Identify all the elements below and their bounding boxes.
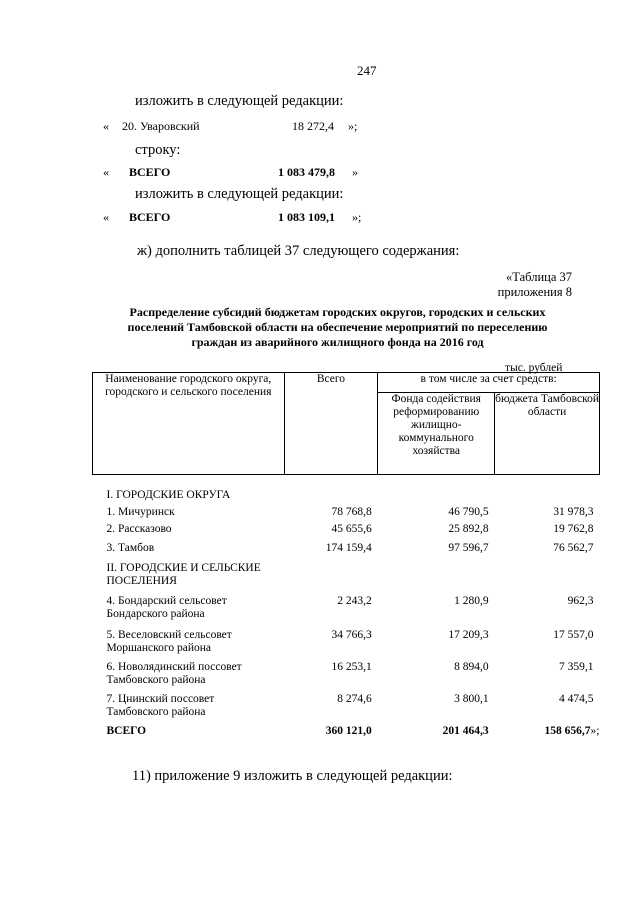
table-row bbox=[93, 655, 600, 687]
row-budget: 76 562,7 bbox=[553, 541, 594, 554]
row-fund: 25 892,8 bbox=[448, 522, 489, 535]
row-name-line-2: Тамбовского района bbox=[106, 673, 206, 686]
total-old-value: 1 083 479,8 bbox=[278, 165, 335, 179]
section-row-2 bbox=[93, 559, 600, 588]
row-name bbox=[93, 621, 285, 655]
row-name bbox=[93, 687, 285, 719]
row-total: 8 274,6 bbox=[337, 692, 372, 705]
units-label: тыс. рублей bbox=[505, 362, 563, 374]
total-budget-value: 158 656,7 bbox=[544, 724, 591, 737]
section-row-1 bbox=[93, 489, 600, 502]
header-fund: Фонда содействия реформированию жилищно-коммунального хозяйства bbox=[378, 393, 495, 475]
row-fund: 8 894,0 bbox=[454, 660, 489, 673]
total-label: ВСЕГО bbox=[106, 724, 147, 737]
section-label-line-2: ПОСЕЛЕНИЯ bbox=[106, 574, 177, 587]
close-quote: » bbox=[352, 165, 358, 179]
row-name-line-1: 7. Цнинский поссовет bbox=[106, 692, 215, 705]
row-name-line-2: Тамбовского района bbox=[106, 705, 206, 718]
row-fund: 3 800,1 bbox=[454, 692, 489, 705]
row-name: 2. Рассказово bbox=[106, 522, 172, 535]
instruction-line-11: 11) приложение 9 изложить в следующей редакции: bbox=[132, 768, 453, 784]
table-row bbox=[93, 521, 600, 540]
row-fund: 97 596,7 bbox=[448, 541, 489, 554]
page-number: 247 bbox=[357, 63, 377, 78]
header-name: Наименование городского округа, городского и сельского поселения bbox=[93, 373, 285, 475]
instruction-line-3: строку: bbox=[135, 142, 181, 158]
section-label: I. ГОРОДСКИЕ ОКРУГА bbox=[106, 488, 231, 501]
header-row-1 bbox=[93, 373, 600, 393]
row-budget: 962,3 bbox=[567, 594, 594, 607]
row-fund: 17 209,3 bbox=[448, 628, 489, 641]
row-total: 2 243,2 bbox=[337, 594, 372, 607]
row-name-line-1: 4. Бондарский сельсовет bbox=[106, 594, 227, 607]
row-name-line-2: Бондарского района bbox=[106, 607, 205, 620]
row-fund: 46 790,5 bbox=[448, 505, 489, 518]
total-old-label: ВСЕГО bbox=[129, 165, 171, 179]
row-total: 174 159,4 bbox=[325, 541, 372, 554]
table-row bbox=[93, 540, 600, 559]
total-new-value: 1 083 109,1 bbox=[278, 210, 335, 224]
row-budget: 19 762,8 bbox=[553, 522, 594, 535]
total-sum: 360 121,0 bbox=[325, 724, 372, 737]
table-row bbox=[93, 687, 600, 719]
header-group: в том числе за счет средств: bbox=[378, 373, 600, 393]
table-ref-line-1: «Таблица 37 bbox=[506, 270, 572, 284]
row-name-line-1: 5. Веселовский сельсовет bbox=[106, 628, 232, 641]
section-label-line-1: II. ГОРОДСКИЕ И СЕЛЬСКИЕ bbox=[106, 561, 261, 574]
uvarovsky-value: 18 272,4 bbox=[292, 119, 334, 133]
open-quote: « bbox=[103, 119, 109, 133]
close-quote: »; bbox=[352, 210, 362, 224]
row-budget: 31 978,3 bbox=[553, 505, 594, 518]
instruction-line-7: ж) дополнить таблицей 37 следующего содержания: bbox=[137, 243, 460, 259]
table-row bbox=[93, 621, 600, 655]
total-row bbox=[93, 719, 600, 738]
open-quote: « bbox=[103, 165, 109, 179]
total-budget bbox=[495, 719, 600, 738]
subsidy-table bbox=[92, 372, 600, 738]
open-quote: « bbox=[103, 210, 109, 224]
total-fund: 201 464,3 bbox=[442, 724, 489, 737]
row-budget: 17 557,0 bbox=[553, 628, 594, 641]
row-name-line-1: 6. Новолядинский поссовет bbox=[106, 660, 242, 673]
row-total: 45 655,6 bbox=[331, 522, 372, 535]
section-label bbox=[93, 559, 600, 588]
table-row bbox=[93, 502, 600, 521]
row-total: 16 253,1 bbox=[331, 660, 372, 673]
row-name: 3. Тамбов bbox=[106, 541, 155, 554]
row-name bbox=[93, 655, 285, 687]
row-total: 34 766,3 bbox=[331, 628, 372, 641]
row-total: 78 768,8 bbox=[331, 505, 372, 518]
closing-quote: »; bbox=[590, 724, 600, 737]
header-budget: бюджета Тамбовской области bbox=[495, 393, 600, 475]
total-new-label: ВСЕГО bbox=[129, 210, 171, 224]
instruction-line-5: изложить в следующей редакции: bbox=[135, 186, 344, 202]
header-total: Всего bbox=[284, 373, 378, 475]
table-row bbox=[93, 588, 600, 621]
row-budget: 4 474,5 bbox=[559, 692, 594, 705]
row-name-line-2: Моршанского района bbox=[106, 641, 211, 654]
row-fund: 1 280,9 bbox=[454, 594, 489, 607]
table-ref-line-2: приложения 8 bbox=[497, 285, 572, 299]
instruction-line-1: изложить в следующей редакции: bbox=[135, 93, 344, 109]
table-title: Распределение субсидий бюджетам городских округов, городских и сельских поселений Тамбовской области на обеспечение мероприятий по переселению граждан из аварийного жилищного фонда на 2016 год bbox=[127, 305, 548, 349]
uvarovsky-label: 20. Уваровский bbox=[122, 119, 200, 133]
close-quote: »; bbox=[348, 119, 358, 133]
row-name bbox=[93, 588, 285, 621]
row-budget: 7 359,1 bbox=[559, 660, 594, 673]
row-name: 1. Мичуринск bbox=[106, 505, 175, 518]
